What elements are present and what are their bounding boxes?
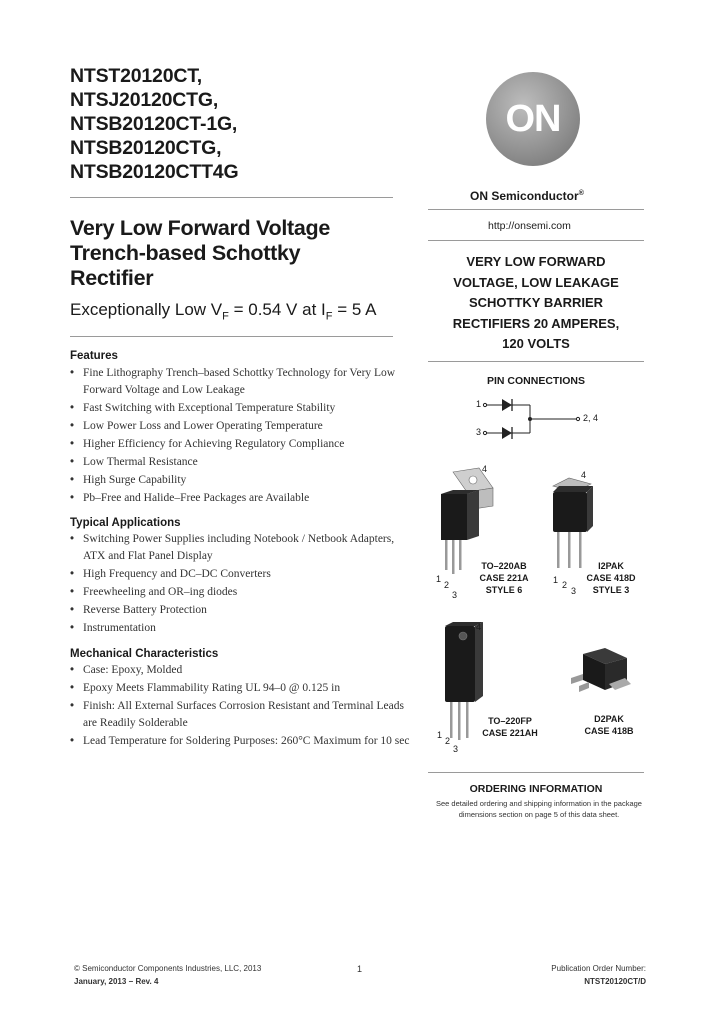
divider [428, 209, 644, 210]
package-pin-label: 4 [482, 464, 488, 474]
part-number-1: NTST20120CT, [70, 65, 202, 87]
list-item: • Switching Power Supplies including Notebook / Netbook Adapters, ATX and Flat Panel Display [70, 531, 410, 565]
pin-3-label: 3 [476, 427, 482, 437]
package-pin-label: 1 [437, 730, 443, 740]
part-number-4: NTSB20120CTG, [70, 137, 222, 159]
title-line-2: Trench-based Schottky [70, 241, 301, 265]
features-heading: Features [70, 350, 118, 362]
package-pin-label: 4 [581, 470, 587, 480]
part-number-3: NTSB20120CT-1G, [70, 113, 238, 135]
logo-text: ON [505, 97, 561, 140]
package-pin-label: 2 [562, 580, 568, 590]
list-item: • Higher Efficiency for Achieving Regulatory Compliance [70, 436, 410, 453]
on-logo [486, 72, 580, 166]
list-item: • High Surge Capability [70, 472, 410, 489]
pin-2-4-label: 2, 4 [583, 413, 599, 423]
divider [428, 240, 644, 241]
package-d2pak-label: D2PAK CASE 418B [584, 714, 634, 736]
mechanical-list [70, 662, 410, 751]
ordering-text: See detailed ordering and shipping information in the package dimensions section on page 5 of this data sheet. [436, 799, 642, 819]
package-pin-label: 3 [453, 744, 459, 754]
copyright: © Semiconductor Components Industries, LLC, 2013 [74, 964, 262, 973]
divider [70, 197, 393, 198]
list-item: • Freewheeling and OR–ing diodes [70, 584, 410, 601]
list-item: • Epoxy Meets Flammability Rating UL 94–0 @ 0.125 in [70, 680, 410, 697]
product-description: VERY LOW FORWARD VOLTAGE, LOW LEAKAGE SCHOTTKY BARRIER RECTIFIERS 20 AMPERES, 120 VOLTS [452, 254, 620, 351]
divider [70, 336, 393, 337]
page-number: 1 [357, 964, 363, 974]
divider [428, 361, 644, 362]
list-item: • Lead Temperature for Soldering Purposes: 260°C Maximum for 10 sec [70, 733, 410, 750]
website-url[interactable]: http://onsemi.com [488, 220, 571, 232]
applications-list [70, 531, 410, 638]
features-list [70, 365, 410, 508]
list-item: • Finish: All External Surfaces Corrosion Resistant and Terminal Leads are Readily Solderable [70, 698, 410, 732]
list-item: • Fine Lithography Trench–based Schottky Technology for Very Low Forward Voltage and Low Leakage [70, 365, 410, 399]
pin-1-label: 1 [476, 399, 482, 409]
list-item: • Pb–Free and Halide–Free Packages are Available [70, 490, 410, 507]
package-pin-label: 2 [444, 580, 450, 590]
package-pin-label: 4 [476, 622, 482, 632]
package-pin-label: 2 [445, 736, 451, 746]
part-number-5: NTSB20120CTT4G [70, 161, 239, 183]
package-to220ab-label: TO–220AB CASE 221A STYLE 6 [479, 561, 529, 595]
list-item: • Case: Epoxy, Molded [70, 662, 410, 679]
list-item: • Instrumentation [70, 620, 410, 637]
list-item: • High Frequency and DC–DC Converters [70, 566, 410, 583]
title-line-3: Rectifier [70, 266, 154, 290]
package-pin-label: 3 [571, 586, 577, 596]
list-item: • Fast Switching with Exceptional Temperature Stability [70, 400, 410, 417]
package-pin-label: 1 [553, 575, 559, 585]
list-item: • Low Thermal Resistance [70, 454, 410, 471]
part-number-2: NTSJ20120CTG, [70, 89, 219, 111]
company-name: ON Semiconductor® [470, 189, 584, 203]
ordering-heading: ORDERING INFORMATION [469, 783, 603, 795]
list-item: • Reverse Battery Protection [70, 602, 410, 619]
applications-heading: Typical Applications [70, 517, 181, 529]
mechanical-heading: Mechanical Characteristics [70, 648, 219, 660]
revision-date: January, 2013 − Rev. 4 [74, 977, 159, 986]
title-line-1: Very Low Forward Voltage [70, 216, 331, 240]
pin-connections-heading: PIN CONNECTIONS [486, 375, 585, 387]
publication-label: Publication Order Number: [551, 964, 646, 973]
package-to220fp-label: TO–220FP CASE 221AH [482, 716, 538, 738]
package-pin-label: 1 [436, 574, 442, 584]
list-item: • Low Power Loss and Lower Operating Temperature [70, 418, 410, 435]
package-pin-label: 3 [452, 590, 458, 600]
divider [428, 772, 644, 773]
d2pak-package-icon [565, 644, 637, 700]
package-i2pak-label: I2PAK CASE 418D STYLE 3 [586, 561, 636, 595]
subtitle: Exceptionally Low $V_F = 0.54$ V at $I_F = 5$ A [70, 300, 377, 323]
publication-number: NTST20120CT/D [584, 977, 646, 986]
